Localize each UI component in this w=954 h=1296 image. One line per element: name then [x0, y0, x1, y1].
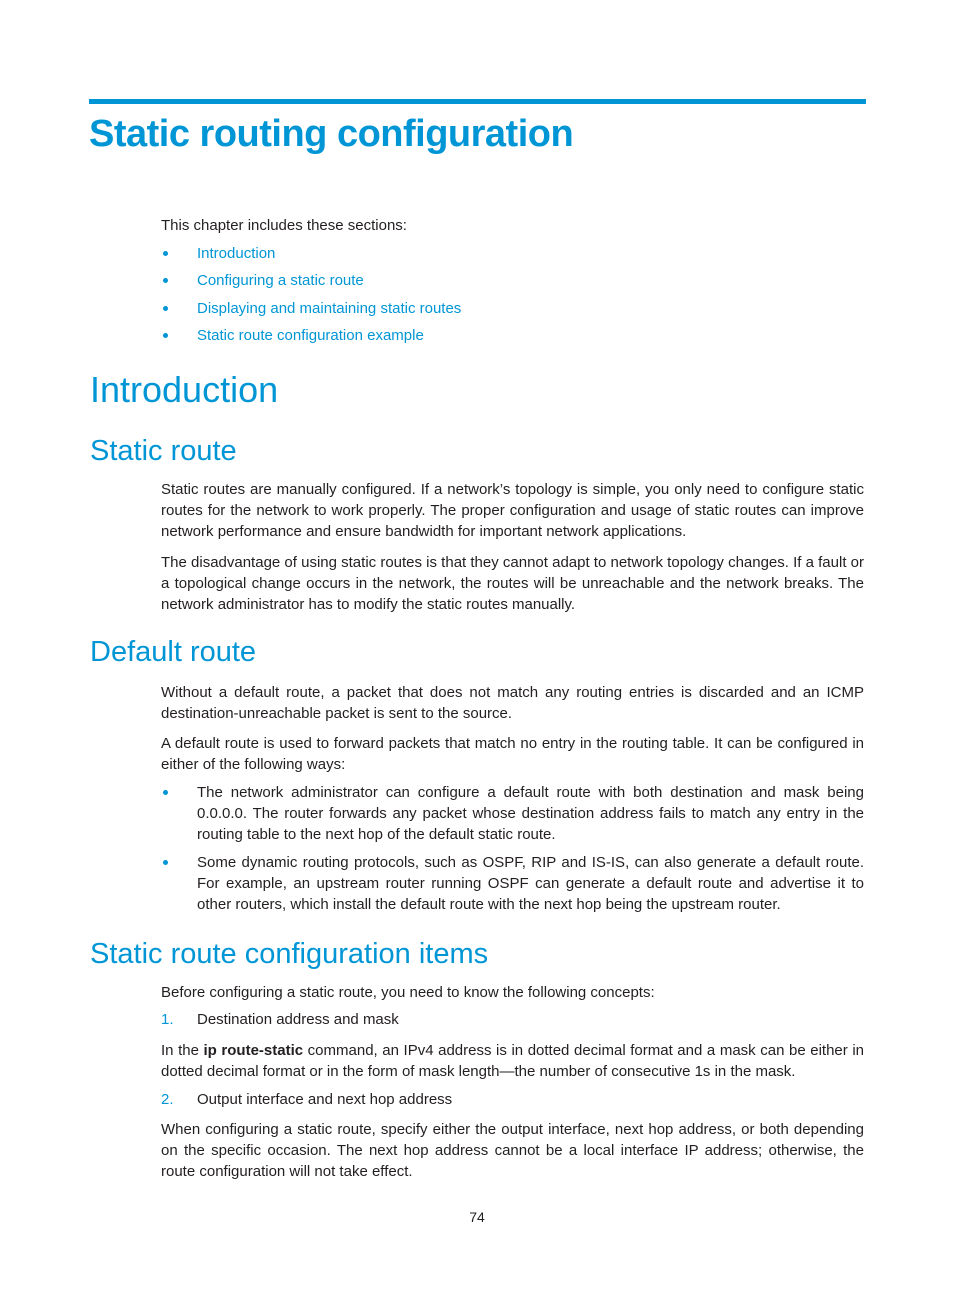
- list-item: [161, 852, 864, 915]
- bullet-icon: [163, 306, 168, 311]
- toc-item[interactable]: [161, 243, 864, 264]
- toc-link-displaying-maintaining[interactable]: Displaying and maintaining static routes: [197, 300, 462, 317]
- command-intro-text: In the: [161, 1042, 204, 1059]
- list-number: 1.: [161, 1011, 174, 1028]
- default-route-paragraph-1: Without a default route, a packet that does not match any routing entries is discarded and an ICMP destination-unreachable packet is sent to the source.: [161, 684, 864, 722]
- toc-link-introduction[interactable]: Introduction: [197, 245, 276, 262]
- numbered-item: [161, 1089, 864, 1110]
- config-items-paragraph-1: Before configuring a static route, you need to know the following concepts:: [161, 984, 655, 1001]
- config-items-paragraph-2: [161, 1040, 864, 1082]
- bullet-icon: [163, 333, 168, 338]
- intro-line: This chapter includes these sections:: [161, 217, 407, 234]
- toc-item[interactable]: [161, 270, 864, 291]
- static-route-paragraph-1: Static routes are manually configured. If a network’s topology is simple, you only need to configure static routes for the network to work properly. The proper configuration and usage of static routes can improve network performance and ensure bandwidth for important network applications.: [161, 481, 864, 540]
- bullet-icon: [163, 278, 168, 283]
- subsection-heading-default-route: Default route: [90, 636, 257, 668]
- numbered-item: [161, 1009, 864, 1030]
- default-route-bullet-2: Some dynamic routing protocols, such as OSPF, RIP and IS-IS, can also generate a default route. For example, an upstream router running OSPF can generate a default route and advertise it to other routers, which install the default route with the next hop being the upstream router.: [197, 854, 864, 913]
- page-number: 74: [469, 1209, 485, 1225]
- numbered-item-destination: Destination address and mask: [197, 1011, 399, 1028]
- bullet-icon: [163, 860, 168, 865]
- command-description: command, an IPv4 address is in dotted decimal format and a mask can be either in dotted decimal format or in the form of mask length—the number of consecutive 1s in the mask.: [161, 1042, 865, 1080]
- list-item: [161, 782, 864, 845]
- toc-link-configuration-example[interactable]: Static route configuration example: [197, 327, 424, 344]
- list-number: 2.: [161, 1091, 174, 1108]
- chapter-title: Static routing configuration: [89, 113, 574, 155]
- bullet-icon: [163, 790, 168, 795]
- command-name: ip route-static: [203, 1042, 304, 1059]
- bullet-icon: [163, 251, 168, 256]
- toc-link-configuring-static-route[interactable]: Configuring a static route: [197, 272, 364, 289]
- numbered-item-output-interface: Output interface and next hop address: [197, 1091, 453, 1108]
- default-route-bullet-1: The network administrator can configure a default route with both destination and mask being 0.0.0.0. The router forwards any packet whose destination address fails to match any entry in the routing table to the next hop of the default static route.: [197, 784, 864, 843]
- subsection-heading-config-items: Static route configuration items: [90, 938, 489, 970]
- static-route-paragraph-2: The disadvantage of using static routes is that they cannot adapt to network topology changes. If a fault or a topological change occurs in the network, the routes will be unreachable and the network breaks. The network administrator has to modify the static routes manually.: [161, 554, 864, 613]
- toc-item[interactable]: [161, 298, 864, 319]
- section-heading-introduction: Introduction: [90, 369, 279, 410]
- default-route-paragraph-2: A default route is used to forward packets that match no entry in the routing table. It can be configured in either of the following ways:: [161, 735, 864, 773]
- subsection-heading-static-route: Static route: [90, 435, 237, 467]
- toc-item[interactable]: [161, 325, 864, 346]
- chapter-top-rule: [89, 99, 866, 104]
- config-items-paragraph-3: When configuring a static route, specify either the output interface, next hop address, or both depending on the specific occasion. The next hop address cannot be a local interface IP address; otherwise, the route configuration will not take effect.: [161, 1121, 864, 1180]
